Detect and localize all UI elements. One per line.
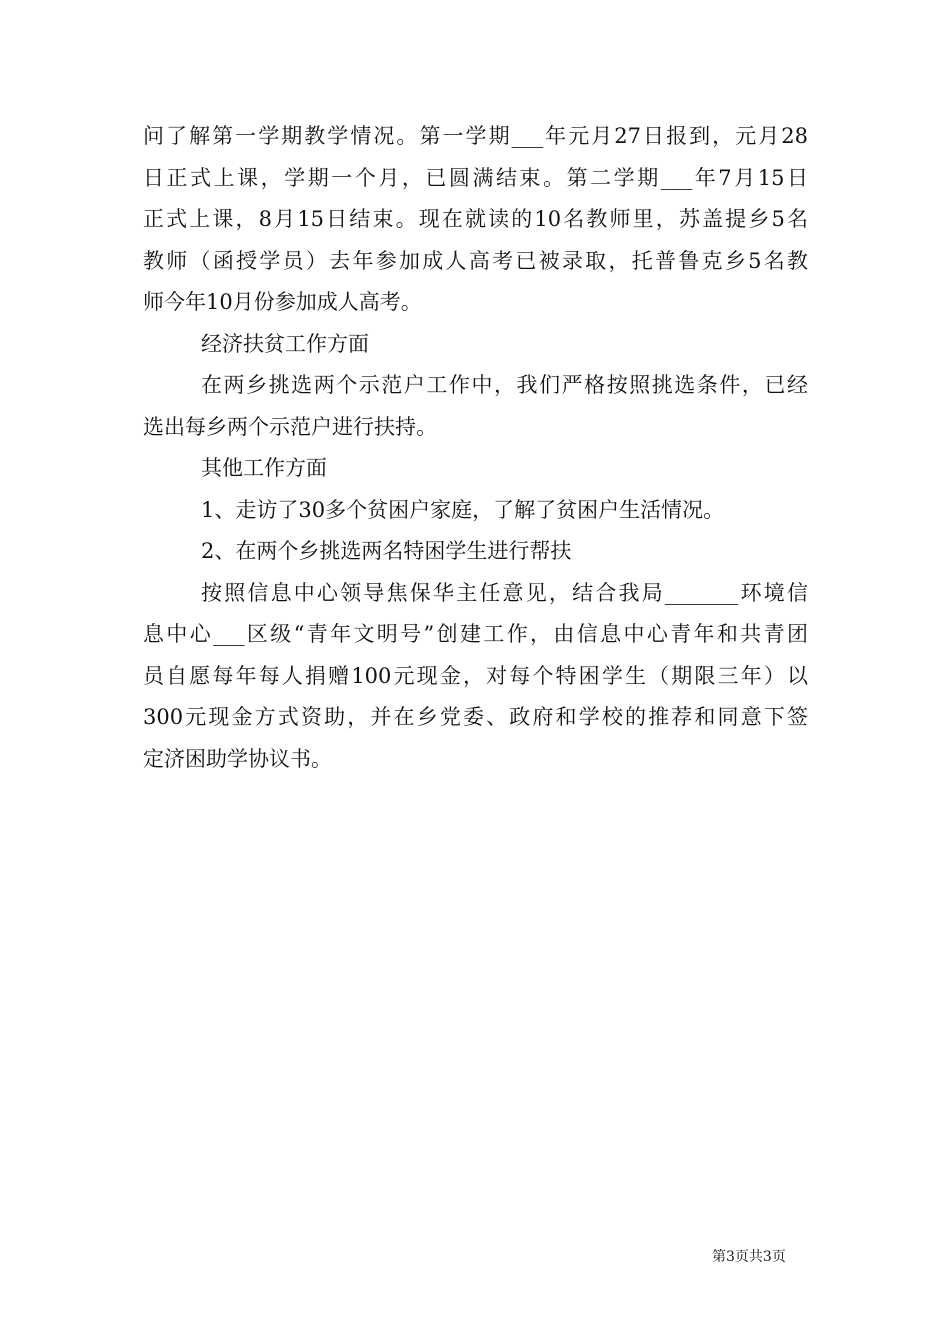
paragraph-sponsorship-body (143, 573, 808, 781)
text-line: 问了解第一学期教学情况。第一学期___年元月27日报到，元月28 (143, 124, 808, 148)
paragraph-teaching-continued (143, 116, 808, 324)
text-line: 1、走访了30多个贫困户家庭，了解了贫困户生活情况。 (201, 497, 725, 522)
text-line: 正式上课，8月15日结束。现在就读的10名教师里，苏盖提乡5名 (143, 207, 808, 231)
text-line: 经济扶贫工作方面 (201, 331, 369, 356)
text-line: 在两乡挑选两个示范户工作中，我们严格按照挑选条件，已经 (201, 373, 808, 397)
page-footer: 第3页共3页 (712, 1249, 786, 1265)
paragraph-other-item-2 (143, 531, 808, 573)
text-line: 员自愿每年每人捐赠100元现金，对每个特困学生（期限三年）以 (143, 663, 808, 688)
text-line: 师今年10月份参加成人高考。 (143, 290, 422, 314)
text-line: 其他工作方面 (201, 456, 327, 480)
text-line: 教师（函授学员）去年参加成人高考已被录取，托普鲁克乡5名教 (143, 248, 808, 273)
text-line: 选出每乡两个示范户进行扶持。 (143, 414, 437, 439)
text-line: 息中心___区级“青年文明号”创建工作，由信息中心青年和共青团 (143, 622, 808, 646)
text-line: 按照信息中心领导焦保华主任意见，结合我局_______环境信 (201, 580, 808, 605)
text-line: 日正式上课，学期一个月，已圆满结束。第二学期___年7月15日 (143, 165, 808, 190)
paragraph-economic-heading (143, 324, 808, 366)
paragraph-other-item-1 (143, 490, 808, 532)
paragraph-other-heading (143, 448, 808, 490)
document-body (143, 116, 808, 780)
text-line: 定济困助学协议书。 (143, 746, 332, 771)
text-line: 2、在两个乡挑选两名特困学生进行帮扶 (201, 539, 572, 563)
paragraph-economic-body (143, 365, 808, 448)
text-line: 300元现金方式资助，并在乡党委、政府和学校的推荐和同意下签 (143, 705, 808, 729)
